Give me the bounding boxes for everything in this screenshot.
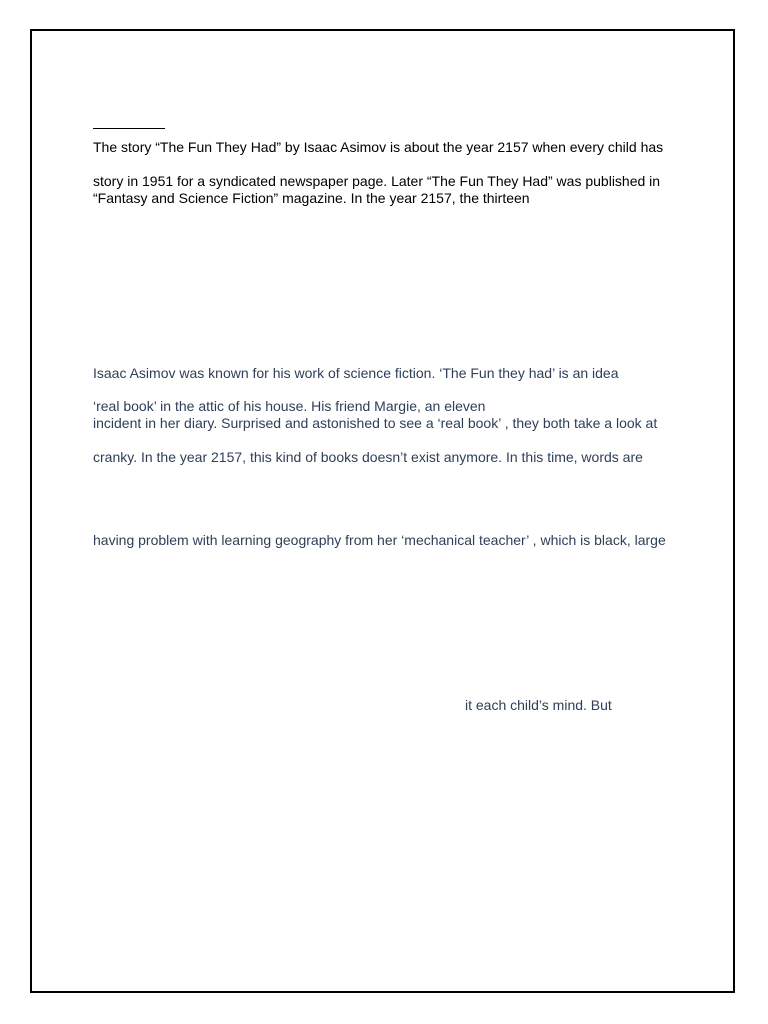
paragraph1-line1: The story “The Fun They Had” by Isaac Asimov is about the year 2157 when every child has [93,139,664,155]
paragraph1-line2: story in 1951 for a syndicated newspaper page. Later “The Fun They Had” was published in [93,173,661,189]
paragraph1-line3: “Fantasy and Science Fiction” magazine. In the year 2157, the thirteen [93,190,530,206]
paragraph2-line1: Isaac Asimov was known for his work of science fiction. ‘The Fun they had’ is an idea [93,365,619,381]
paragraph2-line3: incident in her diary. Surprised and astonished to see a ‘real book’ , they both take a look at [93,415,658,431]
paragraph2-line4: cranky. In the year 2157, this kind of books doesn’t exist anymore. In this time, words are [93,449,643,465]
name-blank-rule [93,128,165,129]
paragraph2-line2: ‘real book’ in the attic of his house. His friend Margie, an eleven [93,398,486,414]
paragraph2-line5: having problem with learning geography from her ‘mechanical teacher’ , which is black, large [93,532,666,548]
paragraph2-line6: it each child’s mind. But [465,697,612,713]
